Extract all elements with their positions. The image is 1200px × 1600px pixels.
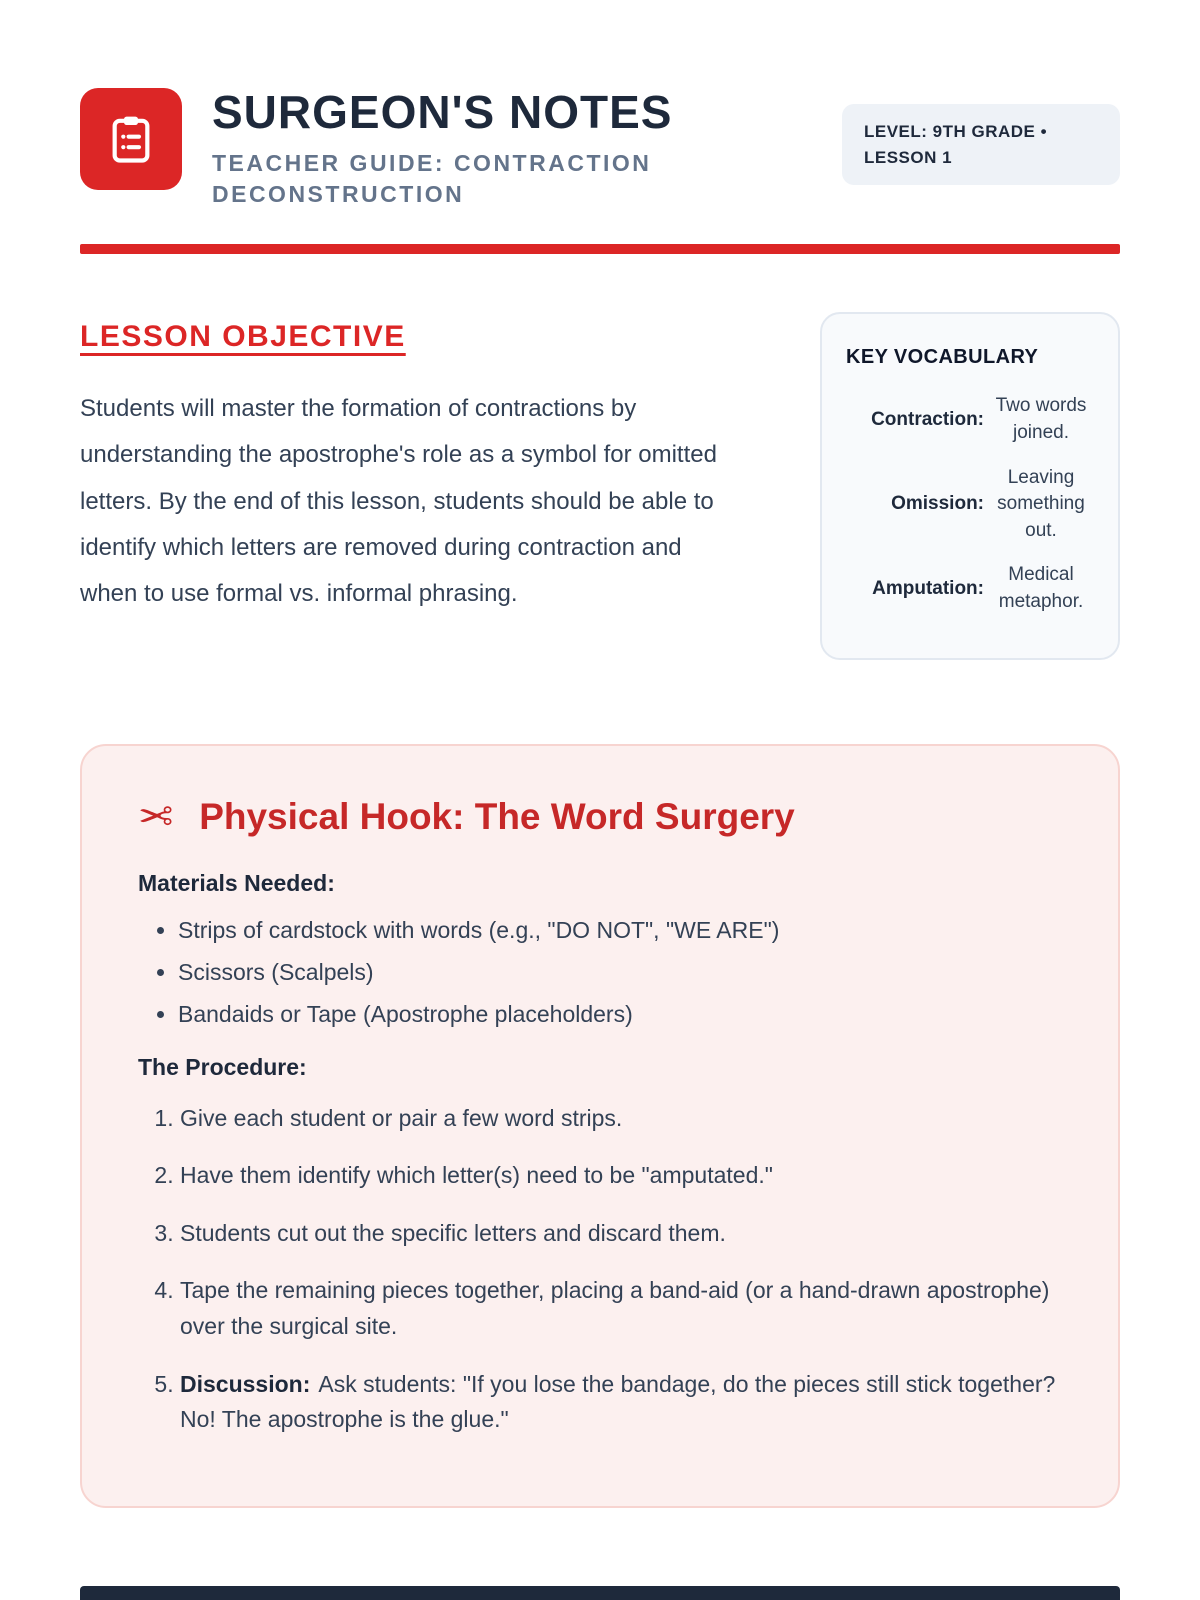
procedure-step — [180, 1273, 1062, 1344]
material-item: • Bandaids or Tape (Apostrophe placeholders) — [178, 1001, 1062, 1028]
materials-list — [138, 917, 1062, 1028]
vocab-term: Amputation: — [872, 577, 984, 599]
vocab-definition: Medical metaphor. — [998, 564, 1084, 612]
step-text: Tape the remaining pieces together, placing a band-aid (or a hand-drawn apostrophe) over the surgical site. — [180, 1277, 1050, 1340]
page-subtitle: TEACHER GUIDE: CONTRACTION DECONSTRUCTION — [212, 150, 652, 208]
vocab-list — [846, 393, 1094, 615]
materials-label: Materials Needed: — [138, 869, 335, 896]
lesson-objective-section — [80, 312, 780, 616]
clipboard-icon — [80, 88, 182, 190]
vocab-definition: Two words joined. — [995, 395, 1087, 443]
header-divider — [80, 244, 1120, 254]
level-badge: LEVEL: 9TH GRADE • LESSON 1 — [842, 104, 1120, 185]
vocab-row — [846, 393, 1094, 446]
vocab-row — [846, 465, 1094, 545]
procedure-step — [180, 1101, 1062, 1137]
step-prefix: Discussion: — [180, 1370, 311, 1397]
scissors-icon: ✂ — [138, 791, 174, 841]
key-vocabulary-card — [820, 312, 1120, 659]
page-title: SURGEON'S NOTES — [212, 86, 673, 138]
procedure-step — [180, 1216, 1062, 1252]
vocab-term: Contraction: — [871, 408, 984, 430]
material-item: • Strips of cardstock with words (e.g., "DO NOT", "WE ARE") — [178, 917, 1062, 944]
vocab-row — [846, 562, 1094, 615]
objective-heading: LESSON OBJECTIVE — [80, 320, 406, 354]
footer-bar — [80, 1586, 1120, 1600]
procedure-step — [180, 1158, 1062, 1194]
header-left — [80, 88, 682, 210]
procedure-step — [180, 1367, 1062, 1438]
title-block — [212, 88, 682, 210]
hook-heading: Physical Hook: The Word Surgery — [199, 795, 795, 837]
main-content — [80, 312, 1120, 659]
step-text: Give each student or pair a few word strips. — [180, 1104, 623, 1131]
header — [80, 88, 1120, 210]
step-text: Have them identify which letter(s) need to be "amputated." — [180, 1162, 773, 1189]
vocab-term: Omission: — [891, 493, 984, 515]
material-item: • Scissors (Scalpels) — [178, 959, 1062, 986]
procedure-label: The Procedure: — [138, 1053, 307, 1080]
vocab-heading: KEY VOCABULARY — [846, 346, 1039, 369]
objective-body: Students will master the formation of contractions by understanding the apostrophe's role as a symbol for omitted letters. By the end of this lesson, students should be able to identify which letters are removed during contraction and when to use formal vs. informal phrasing. — [80, 395, 717, 607]
step-text: Ask students: "If you lose the bandage, do the pieces still stick together? No! The apostrophe is the glue." — [180, 1370, 1056, 1433]
hook-title-row — [138, 791, 1062, 841]
vocab-definition: Leaving something out. — [997, 466, 1085, 541]
physical-hook-card — [80, 744, 1120, 1508]
procedure-list — [138, 1101, 1062, 1438]
step-text: Students cut out the specific letters and discard them. — [180, 1219, 726, 1246]
